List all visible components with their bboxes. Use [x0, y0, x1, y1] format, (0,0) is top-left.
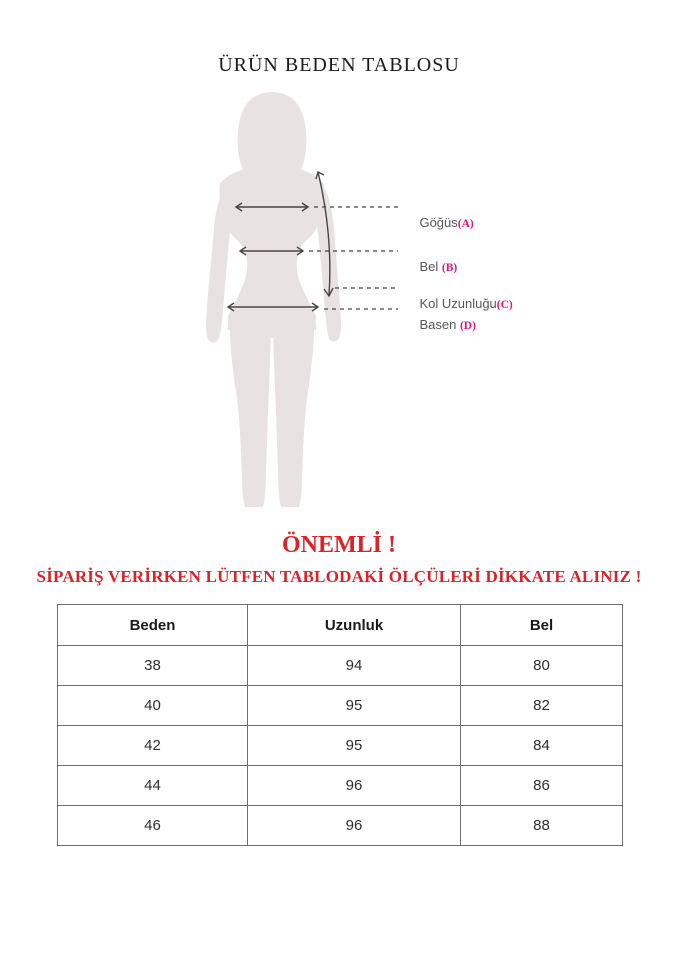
important-warning-text: SİPARİŞ VERİRKEN LÜTFEN TABLODAKİ ÖLÇÜLERİ DİKKATE ALINIZ !: [36, 567, 642, 586]
col-header-uzunluk: Uzunluk: [248, 605, 461, 646]
table-cell: 40: [58, 686, 248, 726]
size-table-header-row: [58, 605, 623, 646]
table-row: [58, 726, 623, 766]
page-title: ÜRÜN BEDEN TABLOSU: [218, 54, 460, 76]
size-table: [57, 604, 623, 846]
table-cell: 82: [461, 686, 623, 726]
table-cell: 96: [248, 806, 461, 846]
measurement-label-hips: [405, 302, 476, 347]
table-cell: 44: [58, 766, 248, 806]
table-cell: 96: [248, 766, 461, 806]
table-cell: 86: [461, 766, 623, 806]
table-row: [58, 686, 623, 726]
important-heading: ÖNEMLİ !: [282, 532, 396, 558]
table-cell: 84: [461, 726, 623, 766]
measurement-label-text: Bel: [419, 259, 442, 274]
measurement-code: (B): [441, 262, 458, 274]
measurement-label-text: Göğüs: [419, 215, 458, 230]
table-cell: 95: [248, 686, 461, 726]
measurement-label-text: Basen: [419, 317, 460, 332]
measurement-label-text: Kol Uzunluğu: [419, 296, 497, 311]
table-cell: 46: [58, 806, 248, 846]
table-cell: 88: [461, 806, 623, 846]
table-cell: 38: [58, 646, 248, 686]
female-silhouette: [206, 92, 341, 507]
table-row: [58, 806, 623, 846]
table-cell: 80: [461, 646, 623, 686]
table-row: [58, 646, 623, 686]
measurement-code: (A): [457, 218, 474, 230]
table-cell: 94: [248, 646, 461, 686]
col-header-beden: Beden: [58, 605, 248, 646]
col-header-bel: Bel: [461, 605, 623, 646]
measurement-code: (C): [496, 299, 513, 311]
table-cell: 42: [58, 726, 248, 766]
measurement-code: (D): [459, 320, 476, 332]
table-row: [58, 766, 623, 806]
table-cell: 95: [248, 726, 461, 766]
body-silhouette-diagram: [180, 80, 430, 520]
measurement-label-chest: [405, 200, 474, 245]
